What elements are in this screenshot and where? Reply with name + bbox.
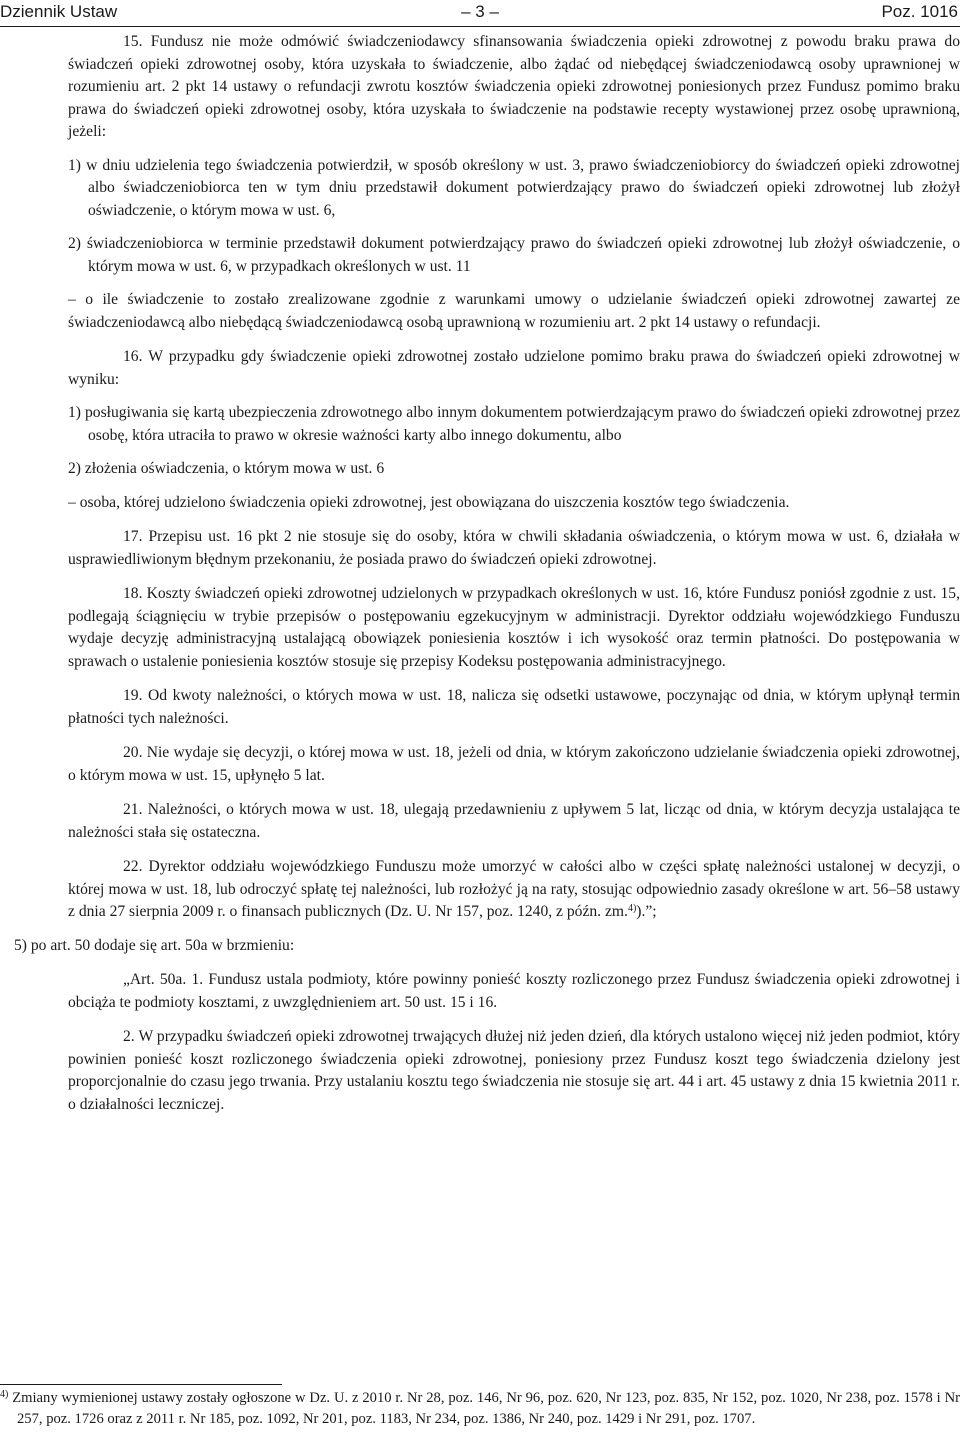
footnote-reference[interactable]: 4) — [627, 903, 637, 914]
paragraph-15-intro: 15. Fundusz nie może odmówić świadczeniodawcy sfinansowania świadczenia opieki zdrowotnej z powodu braku prawa do świadczeń opieki zdrowotnej osoby, która uzyskała to świadczenie, albo żądać od niebędącej świadczeniodawcą osoby uprawnionej w rozumieniu art. 2 pkt 14 ustawy o refundacji zwrotu kosztów świadczenia opieki zdrowotnej poniesionych przez Fundusz pomimo braku prawa do świadczeń opieki zdrowotnej osoby, która uzyskała to świadczenie na podstawie recepty wystawionej przez osobę uprawnioną, jeżeli: — [68, 33, 960, 140]
paragraph-16-item-1: 1) posługiwania się kartą ubezpieczenia zdrowotnego albo innym dokumentem potwierdzającym prawo do świadczeń opieki zdrowotnej przez osobę, która utraciła to prawo w okresie ważności karty albo innego dokumentu, albo — [68, 404, 960, 444]
document-body — [0, 31, 960, 1116]
paragraph-19: 19. Od kwoty należności, o których mowa w ust. 18, nalicza się odsetki ustawowe, poczynając od dnia, w którym upłynął termin płatności tych należności. — [68, 687, 960, 727]
paragraph-16-intro: 16. W przypadku gdy świadczenie opieki zdrowotnej zostało udzielone pomimo braku prawa do świadczeń opieki zdrowotnej w wyniku: — [68, 348, 960, 388]
journal-title: Dziennik Ustaw — [0, 2, 118, 21]
header-rule — [0, 26, 960, 27]
paragraph-16-closing: – osoba, której udzielono świadczenia opieki zdrowotnej, jest obowiązana do uiszczenia kosztów tego świadczenia. — [68, 493, 790, 511]
point-5: 5) po art. 50 dodaje się art. 50a w brzmieniu: — [14, 936, 295, 954]
footnotes — [0, 1384, 960, 1429]
paragraph-20: 20. Nie wydaje się decyzji, o której mowa w ust. 18, jeżeli od dnia, w którym zakończono udzielanie świadczenia opieki zdrowotnej, o którym mowa w ust. 15, upłynęło 5 lat. — [68, 744, 960, 784]
footnote-text: Zmiany wymienionej ustawy zostały ogłoszone w Dz. U. z 2010 r. Nr 28, poz. 146, Nr 96, poz. 620, Nr 123, poz. 835, Nr 152, poz. 1020, Nr 238, poz. 1578 i Nr 257, poz. 1726 oraz z 2011 r. Nr 185, poz. 1092, Nr 201, poz. 1183, Nr 234, poz. 1386, Nr 240, poz. 1429 i Nr 291, poz. 1707. — [12, 1390, 960, 1427]
paragraph-15-item-1: 1) w dniu udzielenia tego świadczenia potwierdził, w sposób określony w ust. 3, prawo świadczeniobiorcy do świadczeń opieki zdrowotnej albo świadczeniobiorca ten w tym dniu przedstawił dokument potwierdzający prawo do świadczeń opieki zdrowotnej lub złożył oświadczenie, o którym mowa w ust. 6, — [68, 156, 960, 219]
paragraph-16-item-2: 2) złożenia oświadczenia, o którym mowa w ust. 6 — [68, 460, 385, 477]
footnote-rule — [0, 1384, 282, 1385]
footnote-4 — [0, 1388, 960, 1429]
paragraph-18: 18. Koszty świadczeń opieki zdrowotnej udzielonych w przypadkach określonych w ust. 16, które Fundusz poniósł zgodnie z ust. 15, podlegają ściągnięciu w trybie przepisów o postępowaniu egzekucyjnym w administracji. Dyrektor oddziału wojewódzkiego Funduszu wydaje decyzję administracyjną ustalającą obowiązek poniesienia kosztów i ich wysokość oraz termin płatności. Do postępowania w sprawach o ustalenie poniesienia kosztów stosuje się przepisy Kodeksu postępowania administracyjnego. — [68, 585, 960, 670]
article-50a-paragraph-1: „Art. 50a. 1. Fundusz ustala podmioty, które powinny ponieść koszty rozliczonego przez Fundusz świadczenia opieki zdrowotnej i obciąża te podmioty kosztami, z uwzględnieniem art. 50 ust. 15 i 16. — [68, 971, 960, 1011]
paragraph-17: 17. Przepisu ust. 16 pkt 2 nie stosuje się do osoby, która w chwili składania oświadczenia, o którym mowa w ust. 6, działała w usprawiedliwionym błędnym przekonaniu, że posiada prawo do świadczeń opieki zdrowotnej. — [68, 528, 960, 568]
paragraph-15-item-2: 2) świadczeniobiorca w terminie przedstawił dokument potwierdzający prawo do świadczeń opieki zdrowotnej lub złożył oświadczenie, o którym mowa w ust. 6, w przypadkach określonych w ust. 11 — [68, 235, 960, 275]
paragraph-22-tail: ).”; — [636, 903, 657, 920]
position-number: Poz. 1016 — [881, 2, 958, 21]
page-header — [0, 0, 960, 28]
page-number: – 3 – — [461, 2, 499, 21]
paragraph-22-text: 22. Dyrektor oddziału wojewódzkiego Funduszu może umorzyć w całości albo w części spłatę należności ustalonej w decyzji, o której mowa w ust. 18, lub odroczyć spłatę tej należności, lub rozłożyć ją na raty, stosując odpowiednio zasady określone w art. 56–58 ustawy z dnia 27 sierpnia 2009 r. o finansach publicznych (Dz. U. Nr 157, poz. 1240, z późn. zm. — [68, 858, 960, 920]
paragraph-15-closing: – o ile świadczenie to zostało zrealizowane zgodnie z warunkami umowy o udzielanie świadczeń opieki zdrowotnej zawartej ze świadczeniodawcą albo niebędącą świadczeniodawcą osobą uprawnioną w rozumieniu art. 2 pkt 14 ustawy o refundacji. — [68, 291, 960, 331]
paragraph-21: 21. Należności, o których mowa w ust. 18, ulegają przedawnieniu z upływem 5 lat, licząc od dnia, w którym decyzja ustalająca te należności stała się ostateczna. — [68, 801, 960, 841]
paragraph-22 — [0, 856, 960, 924]
article-50a-paragraph-2: 2. W przypadku świadczeń opieki zdrowotnej trwających dłużej niż jeden dzień, dla których ustalono więcej niż jeden podmiot, który powinien ponieść koszt rozliczonego świadczenia opieki zdrowotnej, poniesiony przez Fundusz koszt tego świadczenia dzielony jest proporcjonalnie do czasu jego trwania. Przy ustalaniu kosztu tego świadczenia nie stosuje się art. 44 i art. 45 ustawy z dnia 15 kwietnia 2011 r. o działalności leczniczej. — [68, 1028, 960, 1113]
footnote-marker: 4) — [0, 1389, 9, 1400]
